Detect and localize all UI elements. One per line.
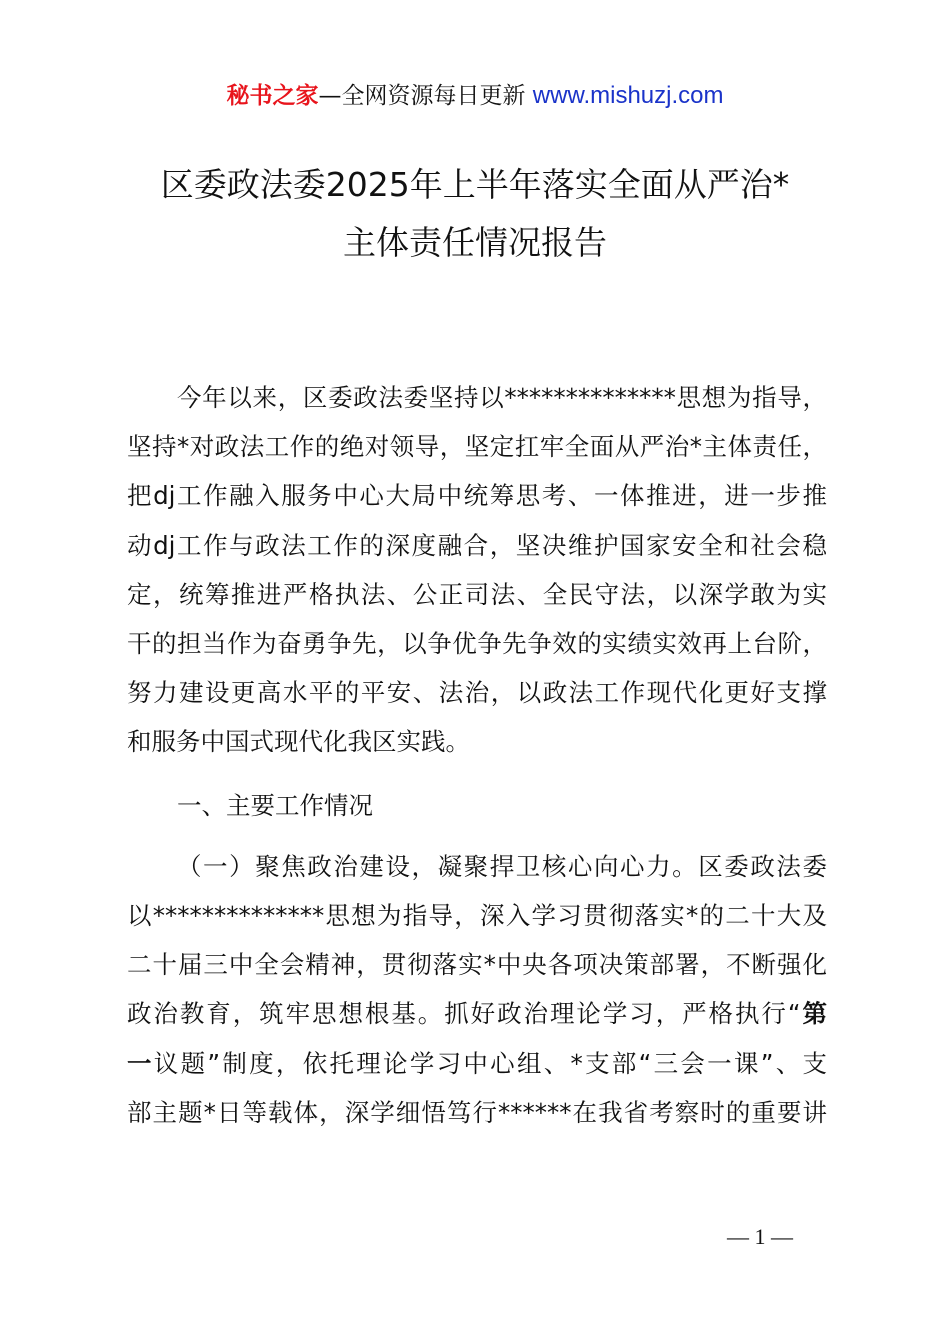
paragraph-line: 二十届三中全会精神，贯彻落实*中央各项决策部署，不断强化: [127, 950, 827, 980]
paragraph-line: 定，统筹推进严格执法、公正司法、全民守法，以深学敢为实: [127, 579, 827, 609]
header-tagline: —全网资源每日更新: [318, 83, 533, 109]
brand-name: 秘书之家: [226, 83, 319, 109]
paragraph-line: 今年以来，区委政法委坚持以**************思想为指导，: [177, 383, 827, 412]
section-heading: 一、主要工作情况: [177, 790, 373, 820]
paragraph-line: 部主题*日等载体，深学细悟笃行******在我省考察时的重要讲: [127, 1097, 827, 1127]
title-line-1: 区委政法委2025年上半年落实全面从严治*: [160, 165, 790, 204]
line-text: 政治教育，筑牢思想根基。抓好政治理论学习，严格执行“: [127, 999, 801, 1029]
page-number: — 1 —: [727, 1224, 793, 1249]
document-title: [60, 156, 890, 272]
title-line-2: 主体责任情况报告: [343, 223, 607, 262]
paragraph-line: 把dj工作融入服务中心大局中统筹思考、一体推进，进一步推: [127, 481, 827, 511]
paragraph-line: [127, 1039, 827, 1088]
paragraph-line: 以**************思想为指导，深入学习贯彻落实*的二十大及: [127, 901, 827, 931]
paragraph-line: 动dj工作与政法工作的深度融合，坚决维护国家安全和社会稳: [127, 530, 827, 560]
paragraph-line: [127, 989, 827, 1038]
bold-text: 一: [127, 1048, 154, 1078]
paragraph-intro: [127, 373, 827, 767]
site-header: [0, 80, 950, 112]
paragraph-line: 坚持*对政法工作的绝对领导，坚定扛牢全面从严治*主体责任，: [127, 432, 827, 462]
site-url-link[interactable]: www.mishuzj.com: [532, 82, 724, 109]
paragraph-line: 干的担当作为奋勇争先，以争优争先争效的实绩实效再上台阶，: [127, 629, 827, 659]
line-text: 议题”制度，依托理论学习中心组、*支部“三会一课”、支: [153, 1048, 828, 1078]
paragraph-line: （一）聚焦政治建设，凝聚捍卫核心向心力。区委政法委: [177, 851, 827, 881]
paragraph-political-building: [127, 842, 827, 1137]
bold-text: 第: [800, 999, 827, 1029]
paragraph-line: 努力建设更高水平的平安、法治，以政法工作现代化更好支撑: [127, 678, 827, 708]
paragraph-line: 和服务中国式现代化我区实践。: [127, 727, 470, 757]
document-body: [127, 373, 827, 1137]
